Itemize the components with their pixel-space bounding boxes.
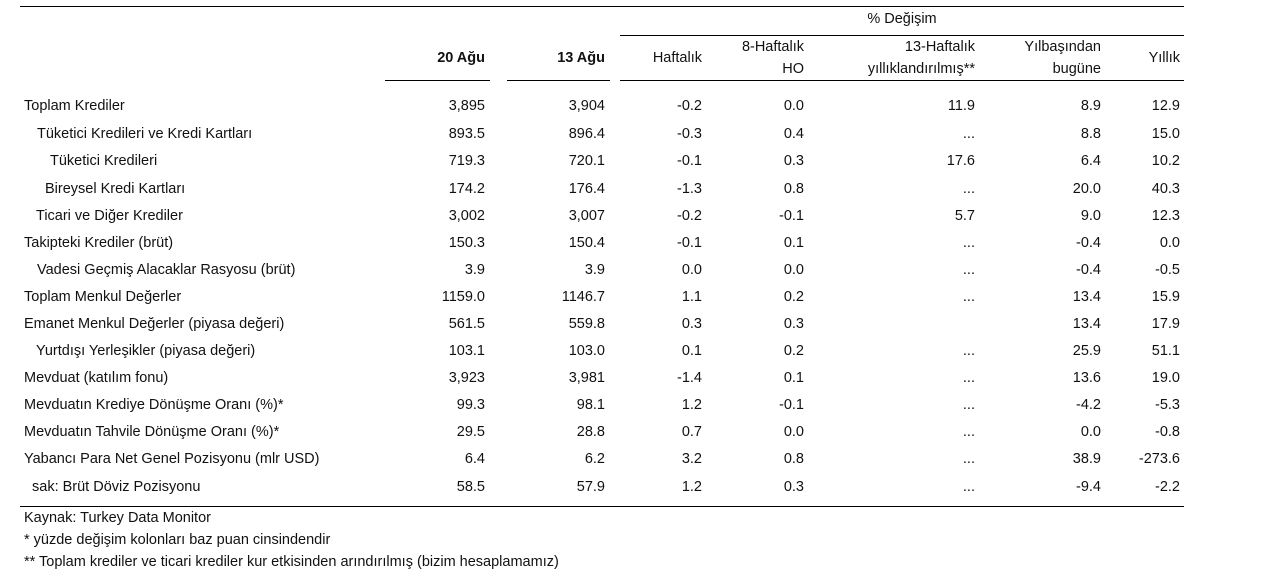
cell-weekly: 0.7 [681, 424, 702, 440]
cell-date2: 103.0 [568, 343, 605, 359]
cell-date2: 3,904 [568, 98, 605, 114]
cell-yearly: 15.0 [1151, 126, 1180, 142]
cell-weekly: -0.3 [677, 126, 702, 142]
cell-ytd: 8.9 [1080, 98, 1101, 114]
cell-13w: ... [962, 424, 975, 440]
cell-date1: 103.1 [448, 343, 485, 359]
row-label: Vadesi Geçmiş Alacaklar Rasyosu (brüt) [37, 262, 296, 278]
cell-8w: 0.1 [783, 370, 804, 386]
cell-date1: 3.9 [464, 262, 485, 278]
table-row [0, 151, 1263, 178]
cell-date2: 3,981 [568, 370, 605, 386]
table-row [0, 206, 1263, 233]
footnote-2: ** Toplam krediler ve ticari krediler kur etkisinden arındırılmış (bizim hesaplamamız) [24, 554, 559, 570]
cell-weekly: -0.1 [677, 153, 702, 169]
cell-date1: 561.5 [448, 316, 485, 332]
cell-date1: 3,895 [448, 98, 485, 114]
cell-date2: 98.1 [576, 397, 605, 413]
col-header-13w-line1: 13-Haftalık [904, 39, 975, 55]
row-label: sak: Brüt Döviz Pozisyonu [32, 479, 201, 495]
row-label: Mevduatın Krediye Dönüşme Oranı (%)* [24, 397, 284, 413]
cell-8w: 0.0 [783, 262, 804, 278]
cell-yearly: -0.8 [1155, 424, 1180, 440]
cell-date1: 6.4 [464, 451, 485, 467]
table-row [0, 314, 1263, 341]
table-row [0, 287, 1263, 314]
table-row [0, 96, 1263, 123]
cell-ytd: -0.4 [1076, 235, 1101, 251]
cell-date1: 174.2 [448, 181, 485, 197]
col-header-13w-line2: yıllıklandırılmış** [867, 61, 975, 77]
cell-yearly: -5.3 [1155, 397, 1180, 413]
table-row [0, 422, 1263, 449]
cell-date2: 28.8 [576, 424, 605, 440]
cell-ytd: 25.9 [1072, 343, 1101, 359]
cell-13w: ... [962, 262, 975, 278]
cell-date1: 150.3 [448, 235, 485, 251]
cell-13w: 5.7 [954, 208, 975, 224]
bottom-rule [20, 506, 1184, 507]
cell-yearly: 40.3 [1151, 181, 1180, 197]
cell-weekly: -0.1 [677, 235, 702, 251]
col-header-weekly: Haftalık [652, 50, 702, 66]
row-label: Mevduat (katılım fonu) [24, 370, 169, 386]
cell-date1: 99.3 [456, 397, 485, 413]
cell-date2: 57.9 [576, 479, 605, 495]
cell-ytd: 20.0 [1072, 181, 1101, 197]
cell-13w: 11.9 [947, 98, 975, 114]
col-header-ytd-line1: Yılbaşından [1024, 39, 1101, 55]
cell-date2: 896.4 [568, 126, 605, 142]
row-label: Mevduatın Tahvile Dönüşme Oranı (%)* [24, 424, 280, 440]
row-label: Tüketici Kredileri [50, 153, 158, 169]
cell-ytd: -0.4 [1076, 262, 1101, 278]
cell-date1: 29.5 [456, 424, 485, 440]
cell-13w: ... [962, 235, 975, 251]
header-underline-date2 [507, 80, 610, 81]
cell-weekly: 0.3 [681, 316, 702, 332]
row-label: Takipteki Krediler (brüt) [24, 235, 174, 251]
cell-weekly: -0.2 [677, 208, 702, 224]
table-row [0, 179, 1263, 206]
cell-yearly: 51.1 [1151, 343, 1180, 359]
cell-date1: 3,002 [448, 208, 485, 224]
cell-ytd: 13.4 [1072, 316, 1101, 332]
cell-ytd: 13.6 [1072, 370, 1101, 386]
table-row [0, 395, 1263, 422]
cell-yearly: 15.9 [1151, 289, 1180, 305]
col-header-date1: 20 Ağu [437, 50, 485, 66]
cell-date2: 150.4 [568, 235, 605, 251]
cell-8w: 0.0 [783, 424, 804, 440]
cell-ytd: 8.8 [1080, 126, 1101, 142]
cell-13w: ... [962, 451, 975, 467]
cell-weekly: -1.4 [677, 370, 702, 386]
cell-8w: 0.2 [783, 343, 804, 359]
table-row [0, 477, 1263, 504]
cell-weekly: 0.0 [681, 262, 702, 278]
cell-ytd: 38.9 [1072, 451, 1101, 467]
cell-date1: 1159.0 [441, 289, 485, 305]
group-header: % Değişim [867, 11, 937, 27]
cell-yearly: -0.5 [1155, 262, 1180, 278]
row-label: Ticari ve Diğer Krediler [36, 208, 183, 224]
cell-8w: -0.1 [779, 397, 804, 413]
header-underline-changes [620, 80, 1184, 81]
cell-13w: ... [962, 181, 975, 197]
cell-date2: 720.1 [568, 153, 605, 169]
cell-8w: 0.2 [783, 289, 804, 305]
cell-yearly: 0.0 [1159, 235, 1180, 251]
cell-ytd: 9.0 [1080, 208, 1101, 224]
cell-yearly: 12.9 [1151, 98, 1180, 114]
table-row [0, 368, 1263, 395]
row-label: Yurtdışı Yerleşikler (piyasa değeri) [36, 343, 256, 359]
col-header-8w-line1: 8-Haftalık [741, 39, 804, 55]
cell-ytd: -9.4 [1076, 479, 1101, 495]
cell-weekly: 3.2 [681, 451, 702, 467]
row-label: Yabancı Para Net Genel Pozisyonu (mlr USD) [24, 451, 320, 467]
table-row [0, 341, 1263, 368]
cell-8w: 0.3 [783, 153, 804, 169]
cell-yearly: 10.2 [1151, 153, 1180, 169]
cell-13w: ... [962, 479, 975, 495]
col-header-8w-line2: HO [782, 61, 804, 77]
cell-date1: 58.5 [456, 479, 485, 495]
cell-weekly: -1.3 [677, 181, 702, 197]
cell-date2: 3,007 [568, 208, 605, 224]
cell-yearly: -273.6 [1138, 451, 1180, 467]
col-header-date2: 13 Ağu [557, 50, 605, 66]
cell-date1: 893.5 [448, 126, 485, 142]
cell-13w: ... [962, 289, 975, 305]
cell-date2: 559.8 [568, 316, 605, 332]
row-label: Tüketici Kredileri ve Kredi Kartları [37, 126, 253, 142]
col-header-yearly: Yıllık [1148, 50, 1180, 66]
table-row [0, 124, 1263, 151]
cell-13w: 17.6 [946, 153, 975, 169]
table-row [0, 260, 1263, 287]
col-header-ytd-line2: bugüne [1052, 61, 1101, 77]
row-label: Toplam Menkul Değerler [24, 289, 182, 305]
top-rule [20, 6, 1184, 7]
cell-8w: 0.4 [783, 126, 804, 142]
cell-13w: ... [962, 370, 975, 386]
row-label: Emanet Menkul Değerler (piyasa değeri) [24, 316, 285, 332]
header-underline-date1 [385, 80, 490, 81]
cell-weekly: -0.2 [677, 98, 702, 114]
cell-13w: ... [962, 126, 975, 142]
table-row [0, 449, 1263, 476]
cell-8w: 0.0 [783, 98, 804, 114]
row-label: Toplam Krediler [24, 98, 125, 114]
cell-8w: 0.8 [783, 451, 804, 467]
cell-date2: 1146.7 [561, 289, 605, 305]
cell-yearly: -2.2 [1155, 479, 1180, 495]
cell-weekly: 1.2 [681, 397, 702, 413]
cell-ytd: 6.4 [1080, 153, 1101, 169]
cell-date2: 6.2 [584, 451, 605, 467]
cell-8w: -0.1 [779, 208, 804, 224]
cell-yearly: 17.9 [1151, 316, 1180, 332]
cell-8w: 0.1 [783, 235, 804, 251]
cell-date2: 3.9 [584, 262, 605, 278]
cell-ytd: 13.4 [1072, 289, 1101, 305]
cell-ytd: -4.2 [1076, 397, 1101, 413]
cell-weekly: 0.1 [681, 343, 702, 359]
source-note: Kaynak: Turkey Data Monitor [24, 510, 211, 526]
cell-weekly: 1.2 [681, 479, 702, 495]
cell-13w: ... [962, 397, 975, 413]
cell-13w: ... [962, 343, 975, 359]
cell-date1: 719.3 [448, 153, 485, 169]
cell-date2: 176.4 [568, 181, 605, 197]
cell-weekly: 1.1 [681, 289, 702, 305]
cell-yearly: 19.0 [1151, 370, 1180, 386]
cell-8w: 0.3 [783, 316, 804, 332]
cell-ytd: 0.0 [1080, 424, 1101, 440]
table-row [0, 233, 1263, 260]
footnote-1: * yüzde değişim kolonları baz puan cinsindendir [24, 532, 331, 548]
row-label: Bireysel Kredi Kartları [45, 181, 186, 197]
cell-8w: 0.3 [783, 479, 804, 495]
cell-date1: 3,923 [448, 370, 485, 386]
cell-yearly: 12.3 [1151, 208, 1180, 224]
cell-8w: 0.8 [783, 181, 804, 197]
